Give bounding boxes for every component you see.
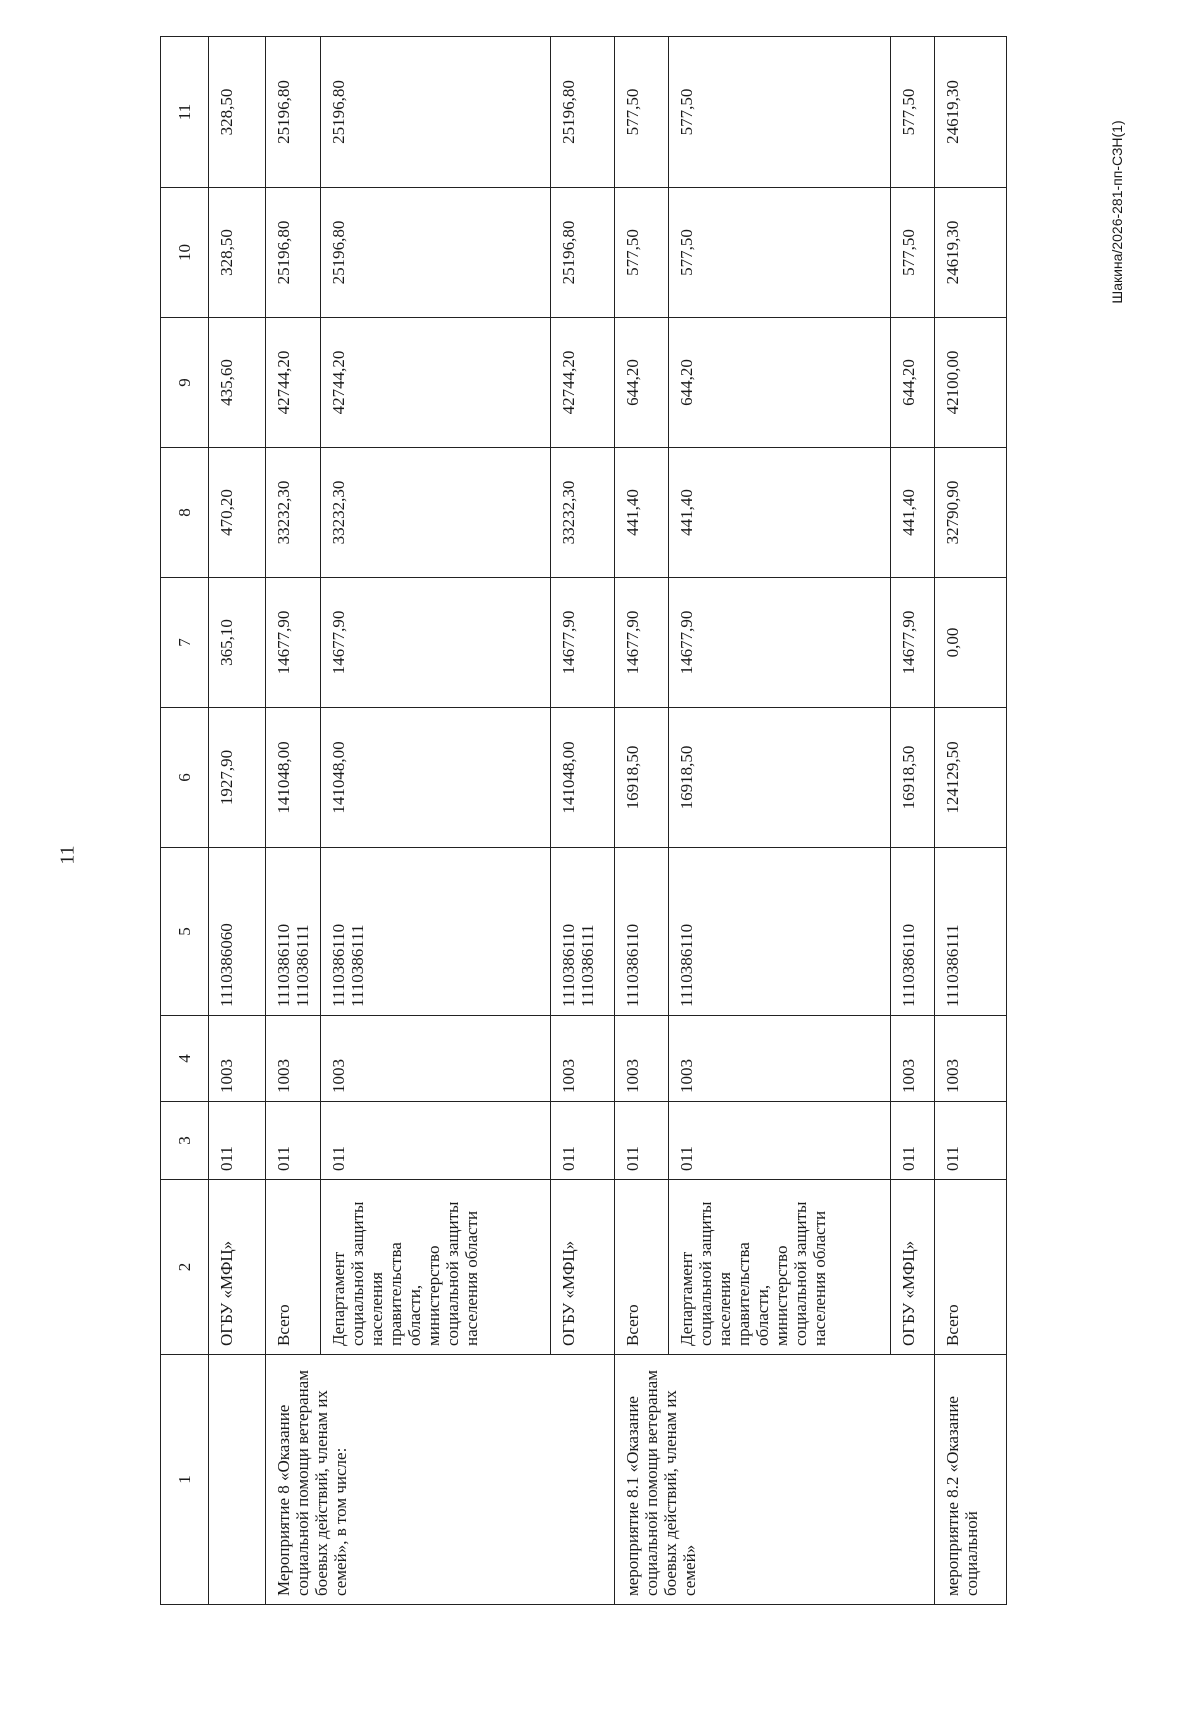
table-cell: 141048,00 (266, 708, 321, 848)
column-header: 9 (161, 318, 209, 448)
table-row (935, 37, 1007, 1605)
table-cell: 1110386110 1110386111 (551, 848, 615, 1016)
column-header: 6 (161, 708, 209, 848)
table-cell: 1110386060 (209, 848, 266, 1016)
table-cell: ОГБУ «МФЦ» (209, 1180, 266, 1355)
table-cell: 365,10 (209, 578, 266, 708)
column-header: 7 (161, 578, 209, 708)
column-header: 2 (161, 1180, 209, 1355)
column-header: 5 (161, 848, 209, 1016)
table-cell: 1003 (551, 1016, 615, 1102)
table-cell: Департамент социальной защиты населения правительства области, министерство социальной защиты населения области (669, 1180, 891, 1355)
table-cell: 42744,20 (551, 318, 615, 448)
page-number: 11 (56, 845, 79, 865)
table-cell: 1003 (209, 1016, 266, 1102)
table-cell: 14677,90 (669, 578, 891, 708)
table-cell: 0,00 (935, 578, 1007, 708)
table-cell: 1110386110 (669, 848, 891, 1016)
table-cell: Департамент социальной защиты населения правительства области, министерство социальной защиты населения области (321, 1180, 551, 1355)
table-cell: 1003 (669, 1016, 891, 1102)
table-cell: 644,20 (891, 318, 935, 448)
table-cell: 14677,90 (891, 578, 935, 708)
table-cell: 33232,30 (551, 448, 615, 578)
table-cell: 577,50 (615, 188, 669, 318)
table-cell: 14677,90 (615, 578, 669, 708)
column-header: 3 (161, 1102, 209, 1180)
table-cell: 328,50 (209, 188, 266, 318)
column-header: 4 (161, 1016, 209, 1102)
table-cell (209, 1355, 266, 1605)
column-header: 1 (161, 1355, 209, 1605)
table-cell: 16918,50 (669, 708, 891, 848)
table-cell: 577,50 (891, 37, 935, 188)
table-cell: 441,40 (669, 448, 891, 578)
table-cell: 24619,30 (935, 188, 1007, 318)
table-cell: 1003 (266, 1016, 321, 1102)
table-cell: 1003 (935, 1016, 1007, 1102)
table-cell: 25196,80 (266, 188, 321, 318)
header-row (161, 37, 209, 1605)
table-cell: 14677,90 (266, 578, 321, 708)
table-cell: 1927,90 (209, 708, 266, 848)
table-cell: 441,40 (615, 448, 669, 578)
table-cell: мероприятие 8.2 «Оказание социальной (935, 1355, 1007, 1605)
table-cell: 25196,80 (321, 188, 551, 318)
table-cell: 328,50 (209, 37, 266, 188)
column-header: 8 (161, 448, 209, 578)
table-cell: 1003 (321, 1016, 551, 1102)
table-cell: 25196,80 (551, 37, 615, 188)
column-header: 10 (161, 188, 209, 318)
table-cell: 1110386110 (615, 848, 669, 1016)
table-cell: 011 (551, 1102, 615, 1180)
table-cell: Всего (615, 1180, 669, 1355)
table-row (209, 37, 266, 1605)
table-cell: 124129,50 (935, 708, 1007, 848)
table-cell: 441,40 (891, 448, 935, 578)
table-cell: 435,60 (209, 318, 266, 448)
table-cell: 1110386110 1110386111 (266, 848, 321, 1016)
table-cell: 32790,90 (935, 448, 1007, 578)
table-cell: Всего (935, 1180, 1007, 1355)
table-cell: 42100,00 (935, 318, 1007, 448)
budget-table (160, 36, 1007, 1605)
document-code: Шакина/2026-281-пп-СЗН(1) (1109, 120, 1125, 304)
column-header: 11 (161, 37, 209, 188)
table-cell: 011 (209, 1102, 266, 1180)
table-cell: 16918,50 (615, 708, 669, 848)
table-row (615, 37, 669, 1605)
table-cell: 141048,00 (321, 708, 551, 848)
table-cell: 141048,00 (551, 708, 615, 848)
table-cell: 1003 (891, 1016, 935, 1102)
table-cell: 33232,30 (266, 448, 321, 578)
table-cell: Мероприятие 8 «Оказание социальной помощи ветеранам боевых действий, членам их семей», в том числе: (266, 1355, 615, 1605)
table-cell: 33232,30 (321, 448, 551, 578)
table-cell: 011 (935, 1102, 1007, 1180)
table-cell: 577,50 (615, 37, 669, 188)
table-cell: ОГБУ «МФЦ» (891, 1180, 935, 1355)
table-cell: 24619,30 (935, 37, 1007, 188)
table-cell: 1110386110 1110386111 (321, 848, 551, 1016)
table-cell: 011 (615, 1102, 669, 1180)
table-cell: 42744,20 (266, 318, 321, 448)
table-cell: 644,20 (615, 318, 669, 448)
table-cell: 25196,80 (321, 37, 551, 188)
table-cell: 42744,20 (321, 318, 551, 448)
table-cell: Всего (266, 1180, 321, 1355)
table-cell: 1003 (615, 1016, 669, 1102)
table-cell: ОГБУ «МФЦ» (551, 1180, 615, 1355)
table-cell: 14677,90 (551, 578, 615, 708)
table-cell: 577,50 (669, 37, 891, 188)
table-cell: 644,20 (669, 318, 891, 448)
table-row (266, 37, 321, 1605)
table-cell: 470,20 (209, 448, 266, 578)
table-cell: 1110386111 (935, 848, 1007, 1016)
table-cell: 577,50 (669, 188, 891, 318)
budget-table-container (160, 37, 1060, 1605)
table-cell: 011 (891, 1102, 935, 1180)
table-cell: 011 (266, 1102, 321, 1180)
table-cell: 1110386110 (891, 848, 935, 1016)
table-cell: 14677,90 (321, 578, 551, 708)
table-cell: 16918,50 (891, 708, 935, 848)
table-cell: 011 (321, 1102, 551, 1180)
table-cell: 577,50 (891, 188, 935, 318)
table-cell: мероприятие 8.1 «Оказание социальной помощи ветеранам боевых действий, членам их семей» (615, 1355, 935, 1605)
table-cell: 25196,80 (551, 188, 615, 318)
table-cell: 011 (669, 1102, 891, 1180)
table-cell: 25196,80 (266, 37, 321, 188)
